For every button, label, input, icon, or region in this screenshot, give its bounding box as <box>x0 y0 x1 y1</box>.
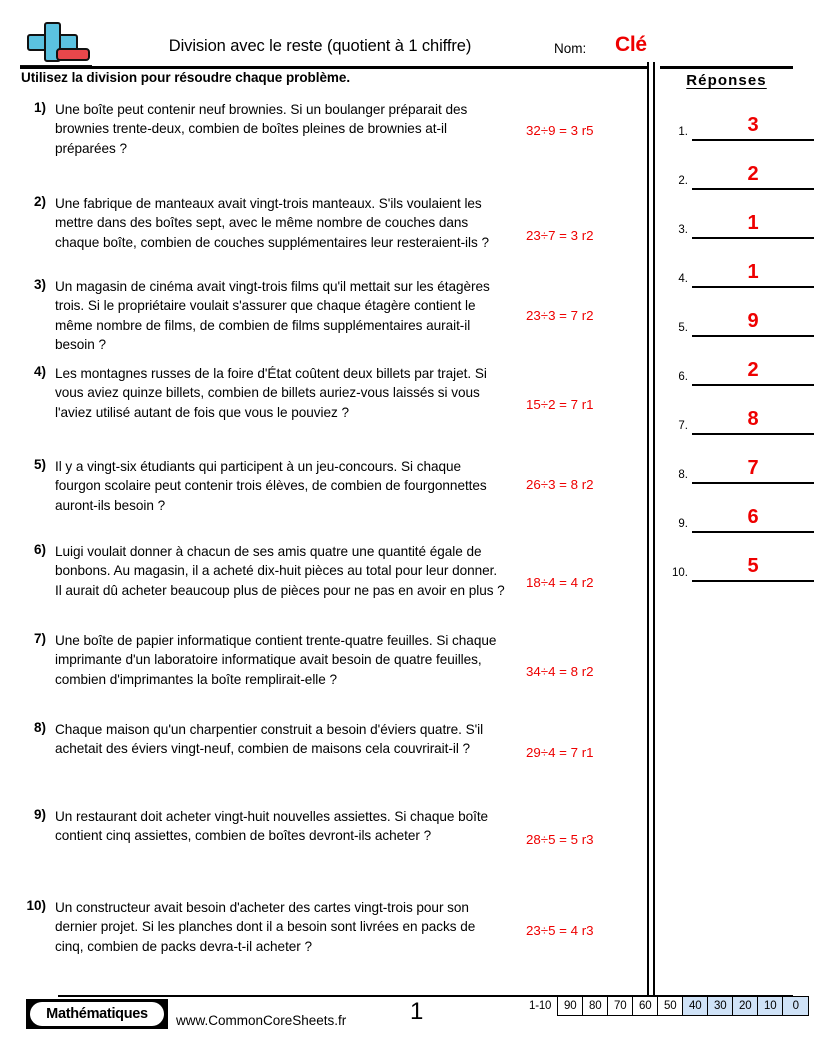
problem-number: 4) <box>33 364 46 379</box>
plus-minus-math-icon <box>20 22 92 68</box>
grading-scale-cell: 70 <box>608 997 633 1015</box>
problem-text: Une fabrique de manteaux avait vingt-trois manteaux. S'ils voulaient les mettre dans des boîtes sept, avec le même nombre de couches dans chaque boîte, combien de couches supplémentaires leur resteraient-ils ? <box>55 196 489 250</box>
answer-index: 9. <box>678 518 688 530</box>
answer-index: 7. <box>678 420 688 432</box>
answer-value: 8 <box>747 408 759 430</box>
answer-index: 4. <box>678 273 688 285</box>
answer-blank-line <box>692 384 814 386</box>
answer-index: 5. <box>678 322 688 334</box>
answer-blank-line <box>692 335 814 337</box>
problem-work-answer: 15÷2 = 7 r1 <box>526 397 594 412</box>
grading-scale-cell: 30 <box>708 997 733 1015</box>
grading-scale <box>529 996 809 1016</box>
problem-text: Il y a vingt-six étudiants qui participent à un jeu-concours. Si chaque fourgon scolaire peut contenir trois élèves, de combien de fourgonnettes auront-ils besoin ? <box>55 459 487 513</box>
problem-text: Un restaurant doit acheter vingt-huit nouvelles assiettes. Si chaque boîte contient cinq assiettes, combien de boîtes devront-ils acheter ? <box>55 809 489 844</box>
answer-value: 7 <box>747 457 759 479</box>
answer-index: 3. <box>678 224 688 236</box>
answer-row <box>656 147 816 190</box>
answer-blank-line <box>692 433 814 435</box>
grading-scale-cell: 60 <box>633 997 658 1015</box>
worksheet-header <box>0 0 816 68</box>
grading-scale-cells <box>557 996 809 1016</box>
problem-number: 1) <box>33 100 46 115</box>
problem-text: Un magasin de cinéma avait vingt-trois films qu'il mettait sur les étagères trois. Si le propriétaire voulait s'assurer que chaque étagère contient le même nombre de films, de combien de films supplémentaires aurait-il besoin ? <box>55 279 490 352</box>
answer-value: 6 <box>747 506 759 528</box>
answer-row <box>656 196 816 239</box>
problem-number: 8) <box>33 720 46 735</box>
divider-line-1 <box>647 62 649 995</box>
answer-value: 5 <box>747 555 759 577</box>
name-value: Clé <box>615 33 647 56</box>
answers-heading: Réponses <box>686 72 767 89</box>
logo-minus-bar <box>56 48 90 61</box>
problem-work-answer: 34÷4 = 8 r2 <box>526 664 594 679</box>
answer-blank-line <box>692 531 814 533</box>
problem-number: 2) <box>33 194 46 209</box>
answer-index: 8. <box>678 469 688 481</box>
problem-text: Chaque maison qu'un charpentier construit a besoin d'éviers quatre. S'il achetait des éviers vingt-neuf, combien de maisons cela couvrirait-il ? <box>55 722 484 757</box>
answer-row <box>656 490 816 533</box>
answer-row <box>656 343 816 386</box>
grading-scale-range: 1-10 <box>529 1000 552 1012</box>
answer-row <box>656 98 816 141</box>
problem-text: Les montagnes russes de la foire d'État coûtent deux billets par trajet. Si vous aviez quinze billets, combien de billets auriez-vous laissés si vous l'aviez utilisé autant de fois que vous le pouviez ? <box>55 366 487 420</box>
problem-work-answer: 26÷3 = 8 r2 <box>526 477 594 492</box>
answer-index: 2. <box>678 175 688 187</box>
problem-number: 5) <box>33 457 46 472</box>
grading-scale-cell: 40 <box>683 997 708 1015</box>
problem-number: 3) <box>33 277 46 292</box>
answer-value: 2 <box>747 163 759 185</box>
answer-row <box>656 539 816 582</box>
name-label: Nom: <box>554 41 587 56</box>
page-number: 1 <box>410 998 423 1025</box>
answer-row <box>656 294 816 337</box>
header-divider-left <box>20 66 647 69</box>
answer-row <box>656 441 816 484</box>
instructions-text: Utilisez la division pour résoudre chaque problème. <box>21 70 351 85</box>
divider-line-2 <box>653 62 655 995</box>
answer-blank-line <box>692 237 814 239</box>
logo-plus-center <box>47 37 59 49</box>
answer-blank-line <box>692 482 814 484</box>
grading-scale-cell: 0 <box>783 997 808 1015</box>
problem-number: 10) <box>26 898 46 913</box>
grading-scale-cell: 10 <box>758 997 783 1015</box>
problem-number: 7) <box>33 631 46 646</box>
site-url: www.CommonCoreSheets.fr <box>176 1013 347 1028</box>
problem-work-answer: 32÷9 = 3 r5 <box>526 123 594 138</box>
answer-value: 9 <box>747 310 759 332</box>
grading-scale-cell: 50 <box>658 997 683 1015</box>
problem-text: Un constructeur avait besoin d'acheter des cartes vingt-trois pour son dernier projet. Si les planches dont il a besoin sont livrées en packs de cinq, combien de packs devra-t-il acheter ? <box>55 900 476 954</box>
answer-value: 1 <box>747 261 759 283</box>
problem-work-answer: 18÷4 = 4 r2 <box>526 575 594 590</box>
answer-blank-line <box>692 139 814 141</box>
answer-value: 3 <box>747 114 759 136</box>
problem-work-answer: 29÷4 = 7 r1 <box>526 745 594 760</box>
grading-scale-cell: 20 <box>733 997 758 1015</box>
problem-work-answer: 23÷7 = 3 r2 <box>526 228 594 243</box>
header-divider-right <box>660 66 793 69</box>
problem-text: Une boîte peut contenir neuf brownies. Si un boulanger préparait des brownies trente-deux, combien de boîtes pleines de brownies at-il préparées ? <box>55 102 468 156</box>
brand-badge <box>26 999 168 1029</box>
answer-index: 1. <box>678 126 688 138</box>
column-divider <box>647 62 656 995</box>
answer-row <box>656 392 816 435</box>
answer-blank-line <box>692 286 814 288</box>
grading-scale-cell: 80 <box>583 997 608 1015</box>
answer-blank-line <box>692 188 814 190</box>
problem-number: 6) <box>33 542 46 557</box>
grading-scale-cell: 90 <box>558 997 583 1015</box>
problem-work-answer: 28÷5 = 5 r3 <box>526 832 594 847</box>
problem-text: Luigi voulait donner à chacun de ses amis quatre une quantité égale de bonbons. Au magasin, il a acheté dix-huit pièces au total pour leur donner. Il aurait dû acheter beaucoup plus de pièces pour ne pas en avoir en plus ? <box>55 544 505 598</box>
answer-blank-line <box>692 580 814 582</box>
answer-row <box>656 245 816 288</box>
answer-index: 10. <box>672 567 688 579</box>
problem-work-answer: 23÷5 = 4 r3 <box>526 923 594 938</box>
problem-work-answer: 23÷3 = 7 r2 <box>526 308 594 323</box>
worksheet-title: Division avec le reste (quotient à 1 chiffre) <box>168 37 472 55</box>
answer-value: 2 <box>747 359 759 381</box>
answer-value: 1 <box>747 212 759 234</box>
problem-number: 9) <box>33 807 46 822</box>
problem-text: Une boîte de papier informatique contient trente-quatre feuilles. Si chaque imprimante d'un laboratoire informatique avait besoin de quatre feuilles, combien d'imprimantes la boîte remplirait-elle ? <box>55 633 497 687</box>
brand-label: Mathématiques <box>30 1002 164 1026</box>
answer-index: 6. <box>678 371 688 383</box>
